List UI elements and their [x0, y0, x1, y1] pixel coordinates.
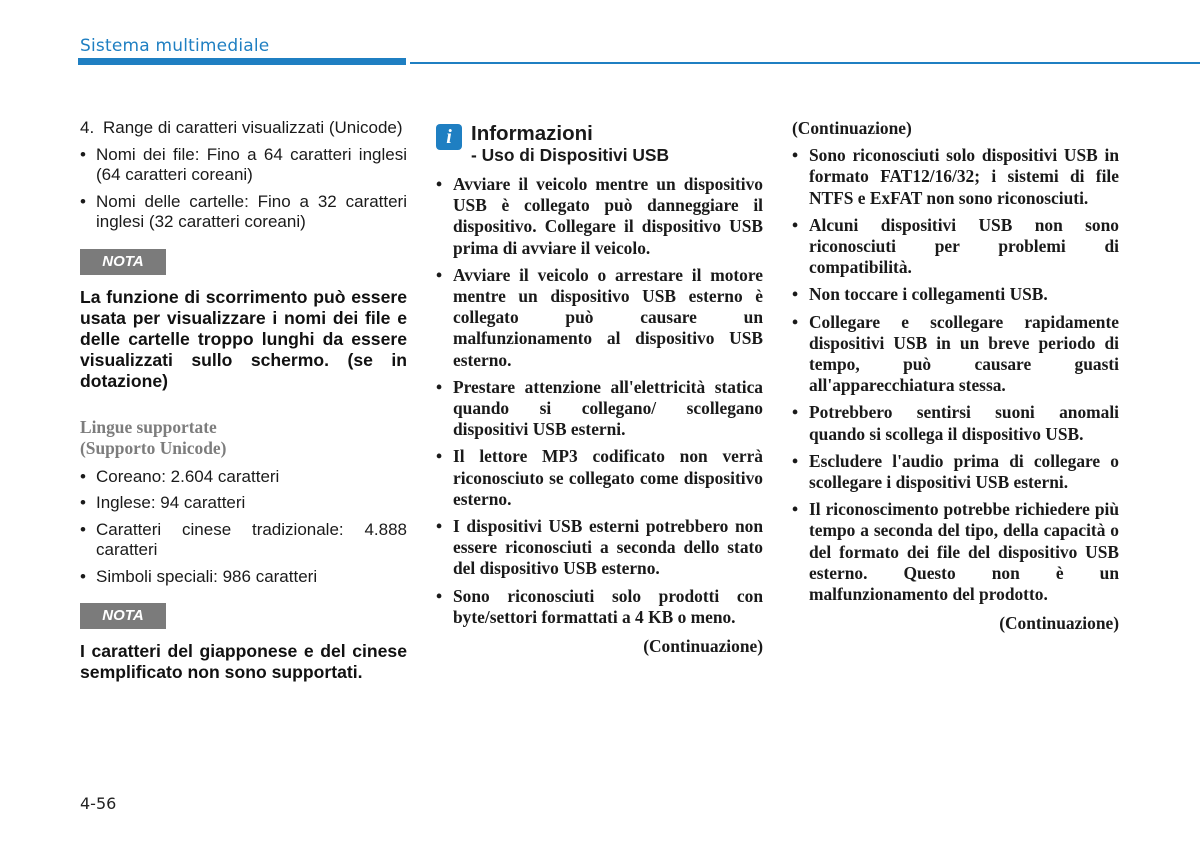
list-item — [80, 192, 407, 233]
info-icon: i — [436, 124, 462, 150]
nota-text: La funzione di scorrimento può essere usata per visualizzare i nomi dei file e delle cartelle troppo lunghi da essere visualizzati sullo schermo. (se in dotazione) — [80, 286, 407, 391]
continued-label: (Continuazione) — [792, 118, 912, 138]
list-text: Il riconoscimento potrebbe richiedere più tempo a seconda del tipo, della capacità o del formato dei file del dispositivo USB esterno. Questo non è un malfunzionamento del prodotto. — [809, 499, 1119, 605]
nota-badge: NOTA — [80, 249, 166, 275]
list-item — [80, 493, 407, 514]
list-item — [80, 520, 407, 561]
list-item — [436, 265, 763, 371]
list-text: Il lettore MP3 codificato non verrà riconosciuto se collegato come dispositivo esterno. — [453, 446, 763, 509]
list-text: Potrebbero sentirsi suoni anomali quando si scollega il dispositivo USB. — [809, 402, 1119, 444]
list-item — [436, 516, 763, 580]
list-item — [792, 145, 1119, 209]
list-text: Avviare il veicolo mentre un dispositivo USB è collegato può danneggiare il dispositivo. Collegare il dispositivo USB prima di avviare il veicolo. — [453, 174, 763, 258]
list-item — [436, 174, 763, 259]
column-left — [80, 118, 407, 683]
bullet: • — [436, 174, 443, 194]
list-item — [436, 446, 763, 510]
bullet: • — [80, 191, 86, 211]
list-text: Nomi delle cartelle: Fino a 32 caratteri inglesi (32 caratteri coreani) — [96, 191, 407, 231]
list-text: Sono riconosciuti solo prodotti con byte/settori formattati a 4 KB o meno. — [453, 585, 763, 627]
nota-text: I caratteri del giapponese e del cinese semplificato non sono supportati. — [80, 641, 407, 682]
page-number: 4-56 — [80, 794, 117, 813]
list-text: Inglese: 94 caratteri — [96, 493, 246, 512]
bullet: • — [80, 519, 86, 539]
info-title: Informazioni — [471, 122, 593, 145]
subheading-subtitle: (Supporto Unicode) — [80, 437, 227, 458]
bullet: • — [436, 446, 443, 467]
list-item — [436, 586, 763, 628]
nota-badge: NOTA — [80, 603, 166, 629]
list-text: Simboli speciali: 986 caratteri — [96, 566, 318, 586]
list-item — [80, 118, 407, 139]
list-text: Prestare attenzione all'elettricità statica quando si collegano/ scollegano dispositivi USB esterni. — [453, 376, 763, 440]
list-item — [792, 402, 1119, 444]
section-title: Sistema multimediale — [80, 36, 270, 56]
bullet: • — [792, 284, 799, 305]
bullet: • — [436, 376, 443, 397]
bullet: • — [792, 145, 799, 166]
list-text: Non toccare i collegamenti USB. — [809, 284, 1048, 305]
bullet: • — [436, 264, 443, 285]
bullet: • — [792, 311, 799, 332]
list-text: Alcuni dispositivi USB non sono riconosciuti per problemi di compatibilità. — [809, 214, 1119, 278]
bullet: • — [80, 566, 86, 586]
list-text: Caratteri cinese tradizionale: 4.888 caratteri — [96, 519, 407, 559]
bullet: • — [80, 466, 86, 486]
info-subtitle: - Uso di Dispositivi USB — [471, 145, 670, 165]
list-item — [792, 284, 1119, 305]
list-item — [80, 567, 407, 588]
list-item — [792, 312, 1119, 397]
column-right — [792, 118, 1119, 634]
list-item — [80, 467, 407, 488]
list-text: Coreano: 2.604 caratteri — [96, 466, 280, 486]
list-text: Collegare e scollegare rapidamente dispositivi USB in un breve periodo di tempo, può causare guasti all'apparecchiatura stessa. — [809, 311, 1119, 396]
bullet: • — [80, 493, 86, 512]
list-text: Avviare il veicolo o arrestare il motore mentre un dispositivo USB esterno è collegato può causare un malfunzionamento al dispositivo USB esterno. — [453, 264, 763, 370]
bullet: • — [792, 214, 799, 235]
list-text: Sono riconosciuti solo dispositivi USB in formato FAT12/16/32; i sistemi di file NTFS e ExFAT non sono riconosciuti. — [809, 145, 1119, 208]
list-item — [436, 377, 763, 441]
continued-label: (Continuazione) — [643, 636, 763, 657]
bullet: • — [792, 402, 799, 423]
column-middle — [436, 118, 763, 657]
info-header — [436, 122, 763, 166]
list-item — [792, 215, 1119, 279]
list-text: Range di caratteri visualizzati (Unicode) — [103, 118, 403, 137]
list-text: Escludere l'audio prima di collegare o scollegare i dispositivi USB esterni. — [809, 450, 1119, 493]
list-item — [792, 451, 1119, 493]
list-item — [80, 145, 407, 186]
bullet: • — [436, 516, 443, 537]
continued-label: (Continuazione) — [999, 613, 1119, 634]
bullet: • — [436, 585, 443, 606]
bullet: • — [792, 450, 799, 471]
list-item — [792, 499, 1119, 605]
header-accent-bar — [78, 58, 406, 65]
header-rule — [410, 62, 1200, 64]
bullet: • — [80, 144, 86, 164]
subheading — [80, 417, 407, 459]
list-marker: 4. — [80, 118, 95, 137]
list-text: I dispositivi USB esterni potrebbero non essere riconosciuti a seconda dello stato del dispositivo USB esterno. — [453, 516, 763, 579]
bullet: • — [792, 499, 799, 520]
subheading-title: Lingue supportate — [80, 416, 217, 437]
list-text: Nomi dei file: Fino a 64 caratteri inglesi (64 caratteri coreani) — [96, 144, 407, 184]
